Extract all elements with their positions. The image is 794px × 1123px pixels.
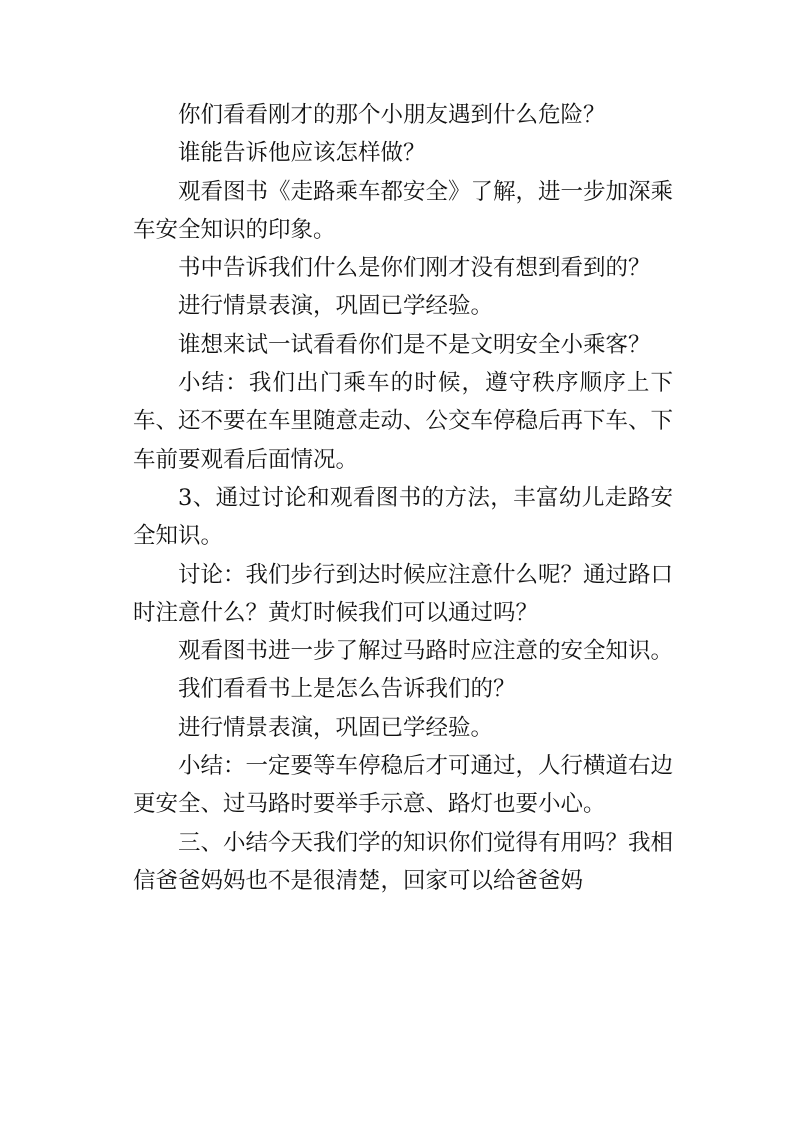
paragraph-4: 书中告诉我们什么是你们刚才没有想到看到的？ — [178, 255, 651, 282]
paragraph-9: 讨论：我们步行到达时候应注意什么呢？通过路口时注意什么？黄灯时候我们可以通过吗？ — [133, 561, 674, 626]
document-body — [133, 96, 673, 900]
paragraph-1: 你们看看刚才的那个小朋友遇到什么危险？ — [178, 102, 606, 128]
paragraph-13: 小结：一定要等车停稳后才可通过，人行横道右边更安全、过马路时要举手示意、路灯也要小心。 — [133, 753, 674, 818]
paragraph-2: 谁能告诉他应该怎样做？ — [178, 140, 426, 167]
paragraph-12: 进行情景表演，巩固已学经验。 — [178, 714, 494, 741]
paragraph-10: 观看图书进一步了解过马路时应注意的安全知识。 — [178, 638, 674, 665]
paragraph-14: 三、小结今天我们学的知识你们觉得有用吗？我相信爸爸妈妈也不是很清楚，回家可以给爸爸妈 — [133, 829, 674, 894]
paragraph-5: 进行情景表演，巩固已学经验。 — [178, 293, 494, 320]
paragraph-7: 小结：我们出门乘车的时候，遵守秩序顺序上下车、还不要在车里随意走动、公交车停稳后再下车、下车前要观看后面情况。 — [133, 370, 674, 473]
paragraph-8: 3、通过讨论和观看图书的方法，丰富幼儿走路安全知识。 — [133, 484, 673, 550]
paragraph-3: 观看图书《走路乘车都安全》了解，进一步加深乘车安全知识的印象。 — [133, 178, 674, 243]
paragraph-11: 我们看看书上是怎么告诉我们的？ — [178, 676, 516, 703]
paragraph-6: 谁想来试一试看看你们是不是文明安全小乘客？ — [178, 331, 651, 358]
